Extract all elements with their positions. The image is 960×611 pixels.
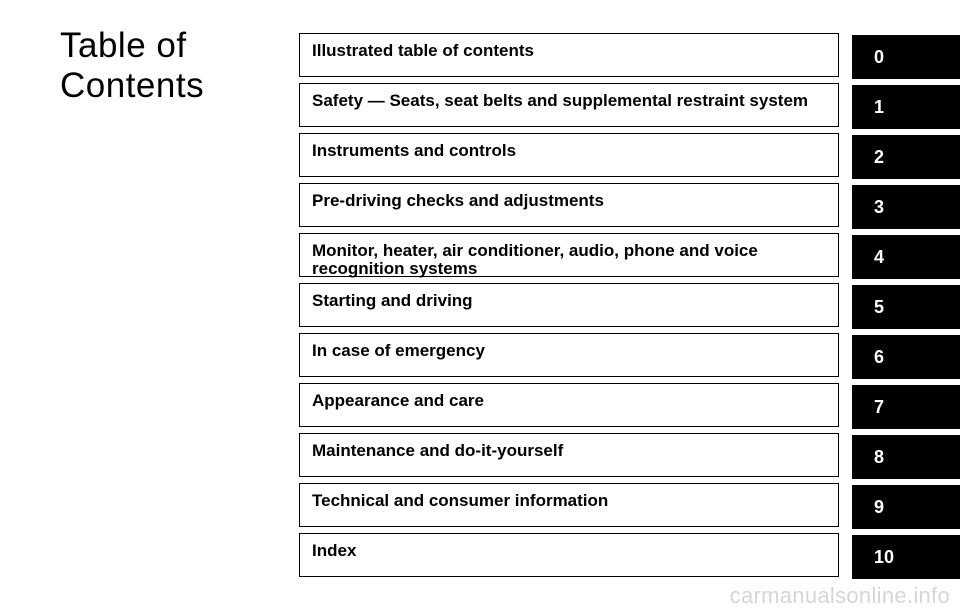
toc-list [299,33,839,583]
chapter-tab-2[interactable]: 2 [852,135,960,179]
chapter-tab-6[interactable]: 6 [852,335,960,379]
watermark: carmanualsonline.info [729,583,950,608]
toc-entry-pre-driving[interactable]: Pre-driving checks and adjustments [299,183,839,227]
page-title-line-1: Table of [60,26,187,65]
chapter-tab-0[interactable]: 0 [852,35,960,79]
toc-entry-starting-driving[interactable]: Starting and driving [299,283,839,327]
toc-entry-emergency[interactable]: In case of emergency [299,333,839,377]
chapter-tab-9[interactable]: 9 [852,485,960,529]
page-title-line-2: Contents [60,66,205,105]
toc-entry-index[interactable]: Index [299,533,839,577]
chapter-tab-4[interactable]: 4 [852,235,960,279]
toc-entry-monitor-audio[interactable]: Monitor, heater, air conditioner, audio, phone and voice recognition systems [299,233,839,277]
chapter-tab-1[interactable]: 1 [852,85,960,129]
toc-entry-technical-info[interactable]: Technical and consumer information [299,483,839,527]
chapter-tab-3[interactable]: 3 [852,185,960,229]
toc-entry-safety[interactable]: Safety — Seats, seat belts and supplemental restraint system [299,83,839,127]
chapter-tabs [852,35,960,585]
chapter-tab-5[interactable]: 5 [852,285,960,329]
toc-entry-illustrated-contents[interactable]: Illustrated table of contents [299,33,839,77]
toc-entry-appearance-care[interactable]: Appearance and care [299,383,839,427]
chapter-tab-10[interactable]: 10 [852,535,960,579]
chapter-tab-7[interactable]: 7 [852,385,960,429]
chapter-tab-8[interactable]: 8 [852,435,960,479]
toc-entry-maintenance[interactable]: Maintenance and do-it-yourself [299,433,839,477]
page-title [60,26,204,106]
toc-entry-instruments[interactable]: Instruments and controls [299,133,839,177]
